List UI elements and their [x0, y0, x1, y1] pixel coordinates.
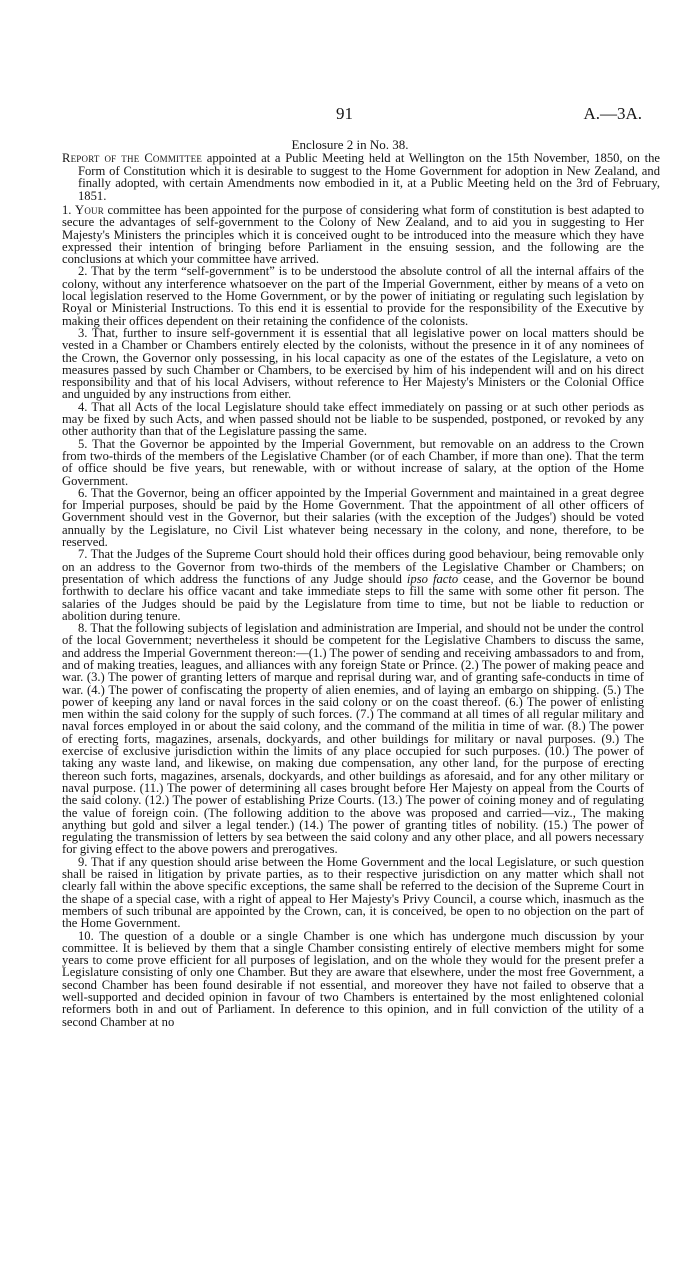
- paragraph-4: 4. That all Acts of the local Legislature should take effect immediately on passing or at such other periods as may be fixed by such Acts, and when passed should not be liable to be suspended, postponed, or revoked by any other authority than that of the Legislature passing the same.: [62, 399, 644, 439]
- paragraph-1: [62, 204, 644, 265]
- paragraph-8: 8. That the following subjects of legislation and administration are Imperial, and should not be under the control of the local Government; nevertheless it should be competent for the Legislative Chambers to discuss the same, and address the Imperial Government thereon:—(1.) The power of sending and receiving ambassadors to and from, and of making treaties, leagues, and alliances with any foreign State or Prince. (2.) The power of making peace and war. (3.) The power of granting letters of marque and reprisal during war, and of granting safe-conducts in time of war. (4.) The power of confiscating the property of alien enemies, and of laying an embargo on shipping. (5.) The power of keeping any land or naval forces in the said colony or on the coast thereof. (6.) The power of enlisting men within the said colony for the supply of such forces. (7.) The command at all times of all regular military and naval forces employed in or about the said colony, and the command of the militia in time of war. (8.) The power of erecting forts, magazines, arsenals, dockyards, and other buildings for military or naval purposes. (9.) The exercise of exclusive jurisdiction within the limits of any place occupied for such purposes. (10.) The power of taking any waste land, and likewise, on making due compensation, any other land, for the purpose of erecting thereon such forts, magazines, arsenals, dockyards, and other buildings as aforesaid, and for any other military or naval purpose. (11.) The power of determining all cases brought before Her Majesty on appeal from the Courts of the said colony. (12.) The power of establishing Prize Courts. (13.) The power of coining money and of regulating the value of foreign coin. (The following addition to the above was proposed and carried—viz., The making anything but gold and silver a legal tender.) (14.) The power of granting titles of nobility. (15.) The power of regulating the transmission of letters by sea between the said colony and any other place, and all powers necessary for giving effect to the above powers and prerogatives.: [62, 621, 644, 857]
- enclosure-heading: Enclosure 2 in No. 38.: [291, 137, 409, 152]
- paragraph-1-text: committee has been appointed for the purpose of considering what form of constitution is best adapted to secure the advantages of self-government to the Colony of New Zealand, and to aid you in suggesting to Her Majesty's Ministers the principles which it is conceived ought to be introduced into the measure which they have expressed their intention of bringing before Parliament in the ensuing session, and the following are the conclusions at which your committee have arrived.: [62, 203, 644, 267]
- paragraph-6: 6. That the Governor, being an officer appointed by the Imperial Government and maintained in a great degree for Imperial purposes, should be paid by the Home Government. That the appointment of all other officers of Government should vest in the Governor, but their salaries (with the exception of the Judges') should be voted annually by the Legislature, no Civil List whatever being necessary in the colony, and none, therefore, to be reserved.: [62, 485, 644, 550]
- paragraph-7-text-b: cease, and the Governor be bound forthwith to declare his office vacant and take immediate steps to fill the same with some other fit person. The salaries of the Judges should be paid by the Legislature from time to time, but not be liable to reduction or abolition during tenure.: [62, 571, 645, 623]
- paragraph-7: [62, 548, 644, 622]
- paragraph-10: 10. The question of a double or a single Chamber is one which has undergone much discussion by your committee. It is believed by them that a single Chamber consisting entirely of elective members might for some years to come prove efficient for all purposes of legislation, and on the whole they would for the present prefer a Legislature consisting of only one Chamber. But they are aware that elsewhere, under the most free Government, a second Chamber has been found desirable if not essential, and moreover they have not failed to observe that a well-supported and decided opinion in favour of two Chambers is entertained by the most enlightened colonial reformers both in and out of Parliament. In deference to this opinion, and in full conviction of the utility of a second Chamber at no: [62, 928, 644, 1029]
- paragraph-5: 5. That the Governor be appointed by the Imperial Government, but removable on an address to the Crown from two-thirds of the members of the Legislative Chamber (or of each Chamber, if more than one). That the term of office should be five years, but renewable, with or without increase of salary, at the option of the Home Government.: [62, 436, 644, 488]
- page-number: 91: [336, 104, 353, 123]
- paragraph-2: 2. That by the term “self-government” is to be understood the absolute control of all the internal affairs of the colony, without any interference whatsoever on the part of the Imperial Government, either by means of a veto on local legislation reserved to the Home Government, or by the power of initiating or regulating such legislation by Royal or Ministerial Instructions. To this end it is essential to provide for the responsibility of the Executive by making their offices dependent on their retaining the confidence of the colonists.: [62, 264, 644, 328]
- paragraph-1-lead: Your: [75, 203, 104, 217]
- paragraph-1-number: 1.: [62, 203, 72, 217]
- report-heading: [62, 152, 660, 203]
- paragraph-3: 3. That, further to insure self-government it is essential that all legislative power on local matters should be vested in a Chamber or Chambers entirely elected by the colonists, without the presence in it of any nominees of the Crown, the Governor only possessing, in his local capacity as one of the estates of the Legislature, a veto on measures passed by such Chamber or Chambers, to be exercised by him of his independent will and on his direct responsibility and that of his local Advisers, without reference to Her Majesty's Ministers or the Colonial Office and unguided by any instructions from either.: [62, 325, 644, 402]
- report-body: [62, 204, 644, 1028]
- document-reference: A.—3A.: [583, 104, 642, 123]
- paragraph-7-text-a: 7. That the Judges of the Supreme Court should hold their offices during good behaviour, being removable only on an address to the Governor from two-thirds of the members of the Legislative Chamber or Chambers; on presentation of which address the functions of any Judge should: [62, 547, 644, 586]
- report-title-smallcaps: Report of the Committee: [62, 151, 203, 165]
- paragraph-7-latin: ipso facto: [406, 571, 459, 586]
- paragraph-9: 9. That if any question should arise between the Home Government and the local Legislature, or such question shall be raised in litigation by private parties, as to their respective jurisdiction on any matter which shall not clearly fall within the above specific exceptions, the same shall be referred to the decision of the Supreme Court in the shape of a special case, with a right of appeal to Her Majesty's Privy Council, a course which, inasmuch as the members of such tribunal are appointed by the Crown, can, it is conceived, be open to no objection on the part of the Home Government.: [62, 854, 644, 931]
- report-title-rest: appointed at a Public Meeting held at Wellington on the 15th November, 1850, on the Form of Constitution which it is desirable to suggest to the Home Government for adoption in New Zealand, and finally adopted, with certain Amendments now embodied in it, at a Public Meeting held on the 3rd of February, 1851.: [78, 151, 660, 204]
